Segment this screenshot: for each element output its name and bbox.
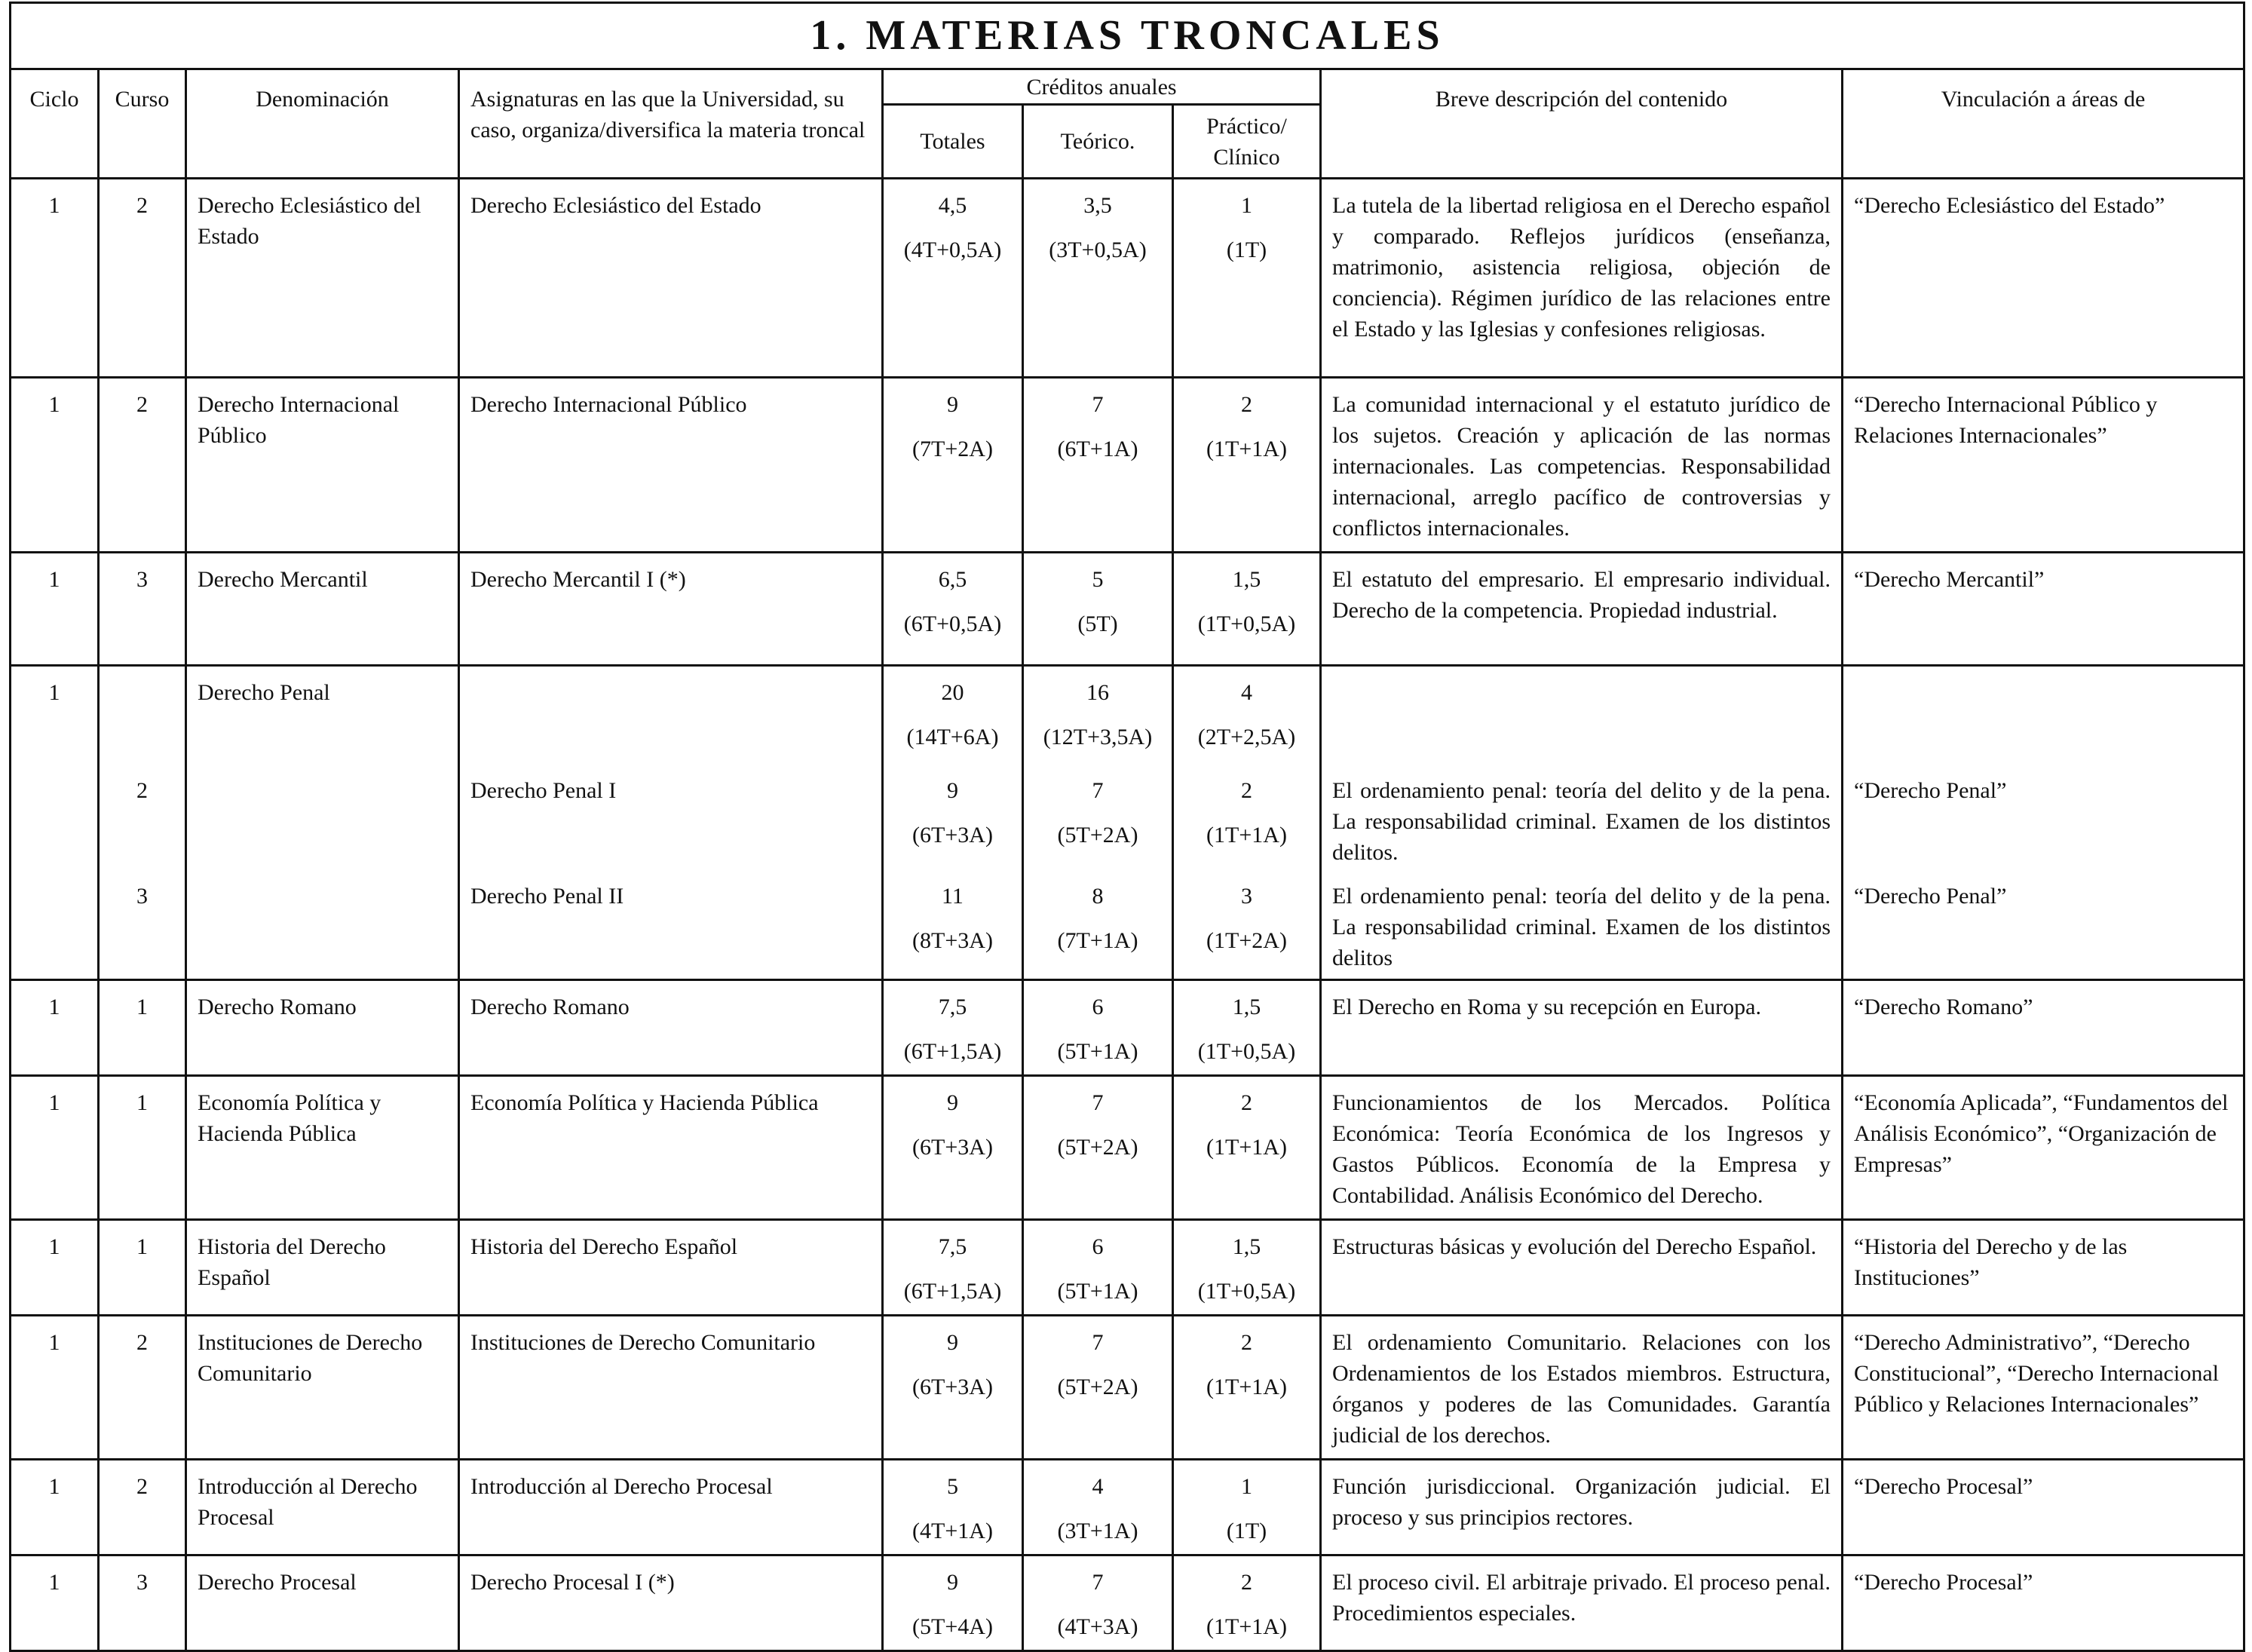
header-curso: Curso [99,69,186,179]
teoricos-value: 5 [1092,567,1104,592]
teoricos-cell [1023,1460,1173,1555]
page-title: 1. MATERIAS TRONCALES [11,3,2244,69]
practicos-value: 1,5 [1232,567,1261,592]
curso-cell [99,666,186,776]
teoricos-breakdown: (4T+3A) [1057,1614,1138,1639]
curso-cell: 3 [99,1555,186,1651]
totales-cell [883,1555,1023,1651]
table-row [11,1316,2244,1460]
header-asignaturas: Asignaturas en las que la Universidad, su caso, organiza/diversifica la materia troncal [459,69,883,179]
practicos-cell [1173,1460,1321,1555]
teoricos-value: 16 [1086,680,1109,705]
practicos-breakdown: (1T+1A) [1206,1135,1287,1160]
curso-cell: 1 [99,1220,186,1316]
totales-value: 6,5 [938,567,967,592]
totales-breakdown: (4T+1A) [912,1519,993,1543]
asignatura-cell: Introducción al Derecho Procesal [459,1460,883,1555]
table-body [11,179,2244,1651]
denominacion-cell: Economía Política y Hacienda Pública [186,1076,459,1220]
table-row [11,1076,2244,1220]
teoricos-value: 7 [1092,1570,1104,1595]
practicos-breakdown: (1T+0,5A) [1197,1039,1296,1064]
vinculacion-cell: “Derecho Penal” [1843,775,2244,881]
asignatura-cell: Derecho Internacional Público [459,378,883,553]
practicos-cell [1173,1555,1321,1651]
totales-breakdown: (14T+6A) [906,725,999,749]
practicos-value: 3 [1241,884,1252,909]
totales-value: 7,5 [938,995,967,1019]
totales-value: 20 [941,680,964,705]
ciclo-cell: 1 [11,378,99,553]
totales-value: 9 [947,778,958,803]
totales-cell [883,980,1023,1076]
header-ciclo: Ciclo [11,69,99,179]
table-row [11,1220,2244,1316]
header-practicos: Práctico/ Clínico [1173,105,1321,179]
practicos-breakdown: (1T+1A) [1206,823,1287,847]
practicos-cell [1173,980,1321,1076]
totales-breakdown: (5T+4A) [912,1614,993,1639]
ciclo-cell: 1 [11,666,99,980]
descripcion-cell: El ordenamiento Comunitario. Relaciones con los Ordenamientos de los Estados miembros. Estructura, órganos y poderes de las Comunidades. Garantía judicial de los derechos. [1321,1316,1843,1460]
table-row [11,980,2244,1076]
teoricos-cell [1023,1076,1173,1220]
curso-cell: 2 [99,1460,186,1555]
denominacion-cell: Derecho Procesal [186,1555,459,1651]
teoricos-breakdown: (3T+1A) [1057,1519,1138,1543]
totales-breakdown: (8T+3A) [912,928,993,953]
descripcion-cell: El ordenamiento penal: teoría del delito y de la pena. La responsabilidad criminal. Examen de los distintos delitos [1321,881,1843,980]
practicos-breakdown: (1T) [1226,238,1267,262]
teoricos-breakdown: (5T+2A) [1057,1375,1138,1399]
totales-breakdown: (6T+1,5A) [903,1279,1002,1304]
asignatura-cell: Derecho Penal I [459,775,883,881]
vinculacion-cell: “Derecho Eclesiástico del Estado” [1843,179,2244,378]
table-row [11,553,2244,666]
teoricos-breakdown: (5T+1A) [1057,1039,1138,1064]
totales-cell [883,553,1023,666]
descripcion-cell: La comunidad internacional y el estatuto jurídico de los sujetos. Creación y aplicación de las normas internacionales. Las competencias. Responsabilidad internacional, arreglo pacífico de controversias y conflictos internacionales. [1321,378,1843,553]
totales-cell [883,775,1023,881]
practicos-value: 1 [1241,193,1252,218]
teoricos-breakdown: (7T+1A) [1057,928,1138,953]
teoricos-breakdown: (6T+1A) [1057,437,1138,461]
practicos-breakdown: (1T+1A) [1206,1375,1287,1399]
table-row [11,1555,2244,1651]
asignatura-cell: Instituciones de Derecho Comunitario [459,1316,883,1460]
teoricos-cell [1023,1555,1173,1651]
curso-cell: 1 [99,980,186,1076]
practicos-cell [1173,179,1321,378]
denominacion-cell: Introducción al Derecho Procesal [186,1460,459,1555]
asignatura-cell: Derecho Romano [459,980,883,1076]
ciclo-cell: 1 [11,980,99,1076]
practicos-breakdown: (1T+0,5A) [1197,1279,1296,1304]
totales-breakdown: (7T+2A) [912,437,993,461]
teoricos-value: 8 [1092,884,1104,909]
ciclo-cell: 1 [11,1460,99,1555]
totales-cell [883,881,1023,980]
curso-cell: 3 [99,881,186,980]
teoricos-cell [1023,980,1173,1076]
denominacion-cell: Historia del Derecho Español [186,1220,459,1316]
teoricos-breakdown: (5T+2A) [1057,823,1138,847]
totales-value: 9 [947,1330,958,1355]
teoricos-cell [1023,666,1173,776]
practicos-breakdown: (1T) [1226,1519,1267,1543]
vinculacion-cell: “Derecho Administrativo”, “Derecho Constitucional”, “Derecho Internacional Público y Relaciones Internacionales” [1843,1316,2244,1460]
asignatura-cell: Derecho Mercantil I (*) [459,553,883,666]
totales-breakdown: (6T+3A) [912,823,993,847]
ciclo-cell: 1 [11,179,99,378]
teoricos-cell [1023,1316,1173,1460]
practicos-cell [1173,666,1321,776]
descripcion-cell: Estructuras básicas y evolución del Derecho Español. [1321,1220,1843,1316]
denominacion-cell: Instituciones de Derecho Comunitario [186,1316,459,1460]
descripcion-cell: La tutela de la libertad religiosa en el Derecho español y comparado. Reflejos jurídicos (enseñanza, matrimonio, asistencia religiosa, objeción de conciencia). Régimen jurídico de las relaciones entre el Estado y las Iglesias y confesiones religiosas. [1321,179,1843,378]
practicos-cell [1173,775,1321,881]
denominacion-cell: Derecho Mercantil [186,553,459,666]
teoricos-value: 7 [1092,1330,1104,1355]
practicos-value: 2 [1241,392,1252,417]
totales-value: 4,5 [938,193,967,218]
curso-cell: 2 [99,1316,186,1460]
teoricos-cell [1023,378,1173,553]
teoricos-value: 7 [1092,392,1104,417]
practicos-value: 1,5 [1232,1234,1261,1259]
totales-value: 7,5 [938,1234,967,1259]
totales-breakdown: (6T+1,5A) [903,1039,1002,1064]
materias-table [9,2,2245,1652]
practicos-breakdown: (2T+2,5A) [1197,725,1296,749]
descripcion-cell: El ordenamiento penal: teoría del delito y de la pena. La responsabilidad criminal. Examen de los distintos delitos. [1321,775,1843,881]
header-teoricos: Teórico. [1023,105,1173,179]
teoricos-value: 6 [1092,1234,1104,1259]
vinculacion-cell: “Derecho Penal” [1843,881,2244,980]
practicos-cell [1173,553,1321,666]
totales-value: 5 [947,1474,958,1499]
denominacion-cell: Derecho Penal [186,666,459,980]
totales-cell [883,666,1023,776]
practicos-breakdown: (1T+1A) [1206,1614,1287,1639]
totales-cell [883,1220,1023,1316]
practicos-value: 1,5 [1232,995,1261,1019]
totales-value: 11 [942,884,964,909]
totales-cell [883,179,1023,378]
totales-breakdown: (6T+3A) [912,1135,993,1160]
curso-cell: 3 [99,553,186,666]
teoricos-value: 7 [1092,778,1104,803]
asignatura-cell: Derecho Eclesiástico del Estado [459,179,883,378]
table-row [11,378,2244,553]
curso-cell: 1 [99,1076,186,1220]
practicos-cell [1173,1220,1321,1316]
teoricos-cell [1023,179,1173,378]
totales-value: 9 [947,1090,958,1115]
vinculacion-cell: “Derecho Mercantil” [1843,553,2244,666]
ciclo-cell: 1 [11,1555,99,1651]
teoricos-breakdown: (5T+1A) [1057,1279,1138,1304]
practicos-value: 1 [1241,1474,1252,1499]
practicos-cell [1173,881,1321,980]
teoricos-breakdown: (12T+3,5A) [1043,725,1153,749]
practicos-value: 4 [1241,680,1252,705]
practicos-value: 2 [1241,1090,1252,1115]
teoricos-value: 7 [1092,1090,1104,1115]
curso-cell: 2 [99,775,186,881]
totales-value: 9 [947,1570,958,1595]
descripcion-cell [1321,666,1843,776]
asignatura-cell: Historia del Derecho Español [459,1220,883,1316]
asignatura-cell: Derecho Penal II [459,881,883,980]
vinculacion-cell: “Historia del Derecho y de las Instituciones” [1843,1220,2244,1316]
teoricos-cell [1023,775,1173,881]
teoricos-value: 6 [1092,995,1104,1019]
teoricos-value: 4 [1092,1474,1104,1499]
descripcion-cell: El proceso civil. El arbitraje privado. El proceso penal. Procedimientos especiales. [1321,1555,1843,1651]
table-row [11,179,2244,378]
teoricos-breakdown: (3T+0,5A) [1049,238,1147,262]
totales-breakdown: (6T+0,5A) [903,611,1002,636]
teoricos-breakdown: (5T+2A) [1057,1135,1138,1160]
curso-cell: 2 [99,179,186,378]
ciclo-cell: 1 [11,553,99,666]
totales-cell [883,1460,1023,1555]
denominacion-cell: Derecho Internacional Público [186,378,459,553]
teoricos-cell [1023,553,1173,666]
teoricos-cell [1023,881,1173,980]
practicos-value: 2 [1241,1570,1252,1595]
teoricos-value: 3,5 [1083,193,1112,218]
practicos-cell [1173,1316,1321,1460]
denominacion-cell: Derecho Romano [186,980,459,1076]
vinculacion-cell: “Derecho Procesal” [1843,1555,2244,1651]
table-row [11,666,2244,776]
totales-breakdown: (6T+3A) [912,1375,993,1399]
table-row [11,1460,2244,1555]
vinculacion-cell: “Derecho Internacional Público y Relaciones Internacionales” [1843,378,2244,553]
totales-cell [883,1316,1023,1460]
header-denominacion: Denominación [186,69,459,179]
vinculacion-cell [1843,666,2244,776]
header-descripcion: Breve descripción del contenido [1321,69,1843,179]
practicos-cell [1173,1076,1321,1220]
practicos-breakdown: (1T+2A) [1206,928,1287,953]
vinculacion-cell: “Economía Aplicada”, “Fundamentos del Análisis Económico”, “Organización de Empresas” [1843,1076,2244,1220]
asignatura-cell: Economía Política y Hacienda Pública [459,1076,883,1220]
vinculacion-cell: “Derecho Romano” [1843,980,2244,1076]
totales-cell [883,378,1023,553]
asignatura-cell [459,666,883,776]
ciclo-cell: 1 [11,1220,99,1316]
header-creditos: Créditos anuales [883,69,1321,105]
teoricos-breakdown: (5T) [1077,611,1118,636]
curso-cell: 2 [99,378,186,553]
header-vinculacion: Vinculación a áreas de [1843,69,2244,179]
descripcion-cell: Función jurisdiccional. Organización judicial. El proceso y sus principios rectores. [1321,1460,1843,1555]
denominacion-cell: Derecho Eclesiástico del Estado [186,179,459,378]
descripcion-cell: Funcionamientos de los Mercados. Política Económica: Teoría Económica de los Ingresos y Gastos Públicos. Economía de la Empresa y Contabilidad. Análisis Económico del Derecho. [1321,1076,1843,1220]
practicos-value: 2 [1241,778,1252,803]
ciclo-cell: 1 [11,1076,99,1220]
teoricos-cell [1023,1220,1173,1316]
totales-breakdown: (4T+0,5A) [903,238,1002,262]
practicos-breakdown: (1T+0,5A) [1197,611,1296,636]
descripcion-cell: El Derecho en Roma y su recepción en Europa. [1321,980,1843,1076]
descripcion-cell: El estatuto del empresario. El empresario individual. Derecho de la competencia. Propiedad industrial. [1321,553,1843,666]
header-totales: Totales [883,105,1023,179]
asignatura-cell: Derecho Procesal I (*) [459,1555,883,1651]
ciclo-cell: 1 [11,1316,99,1460]
practicos-breakdown: (1T+1A) [1206,437,1287,461]
totales-cell [883,1076,1023,1220]
totales-value: 9 [947,392,958,417]
practicos-cell [1173,378,1321,553]
practicos-value: 2 [1241,1330,1252,1355]
materias-troncales-sheet [9,2,2243,1652]
vinculacion-cell: “Derecho Procesal” [1843,1460,2244,1555]
